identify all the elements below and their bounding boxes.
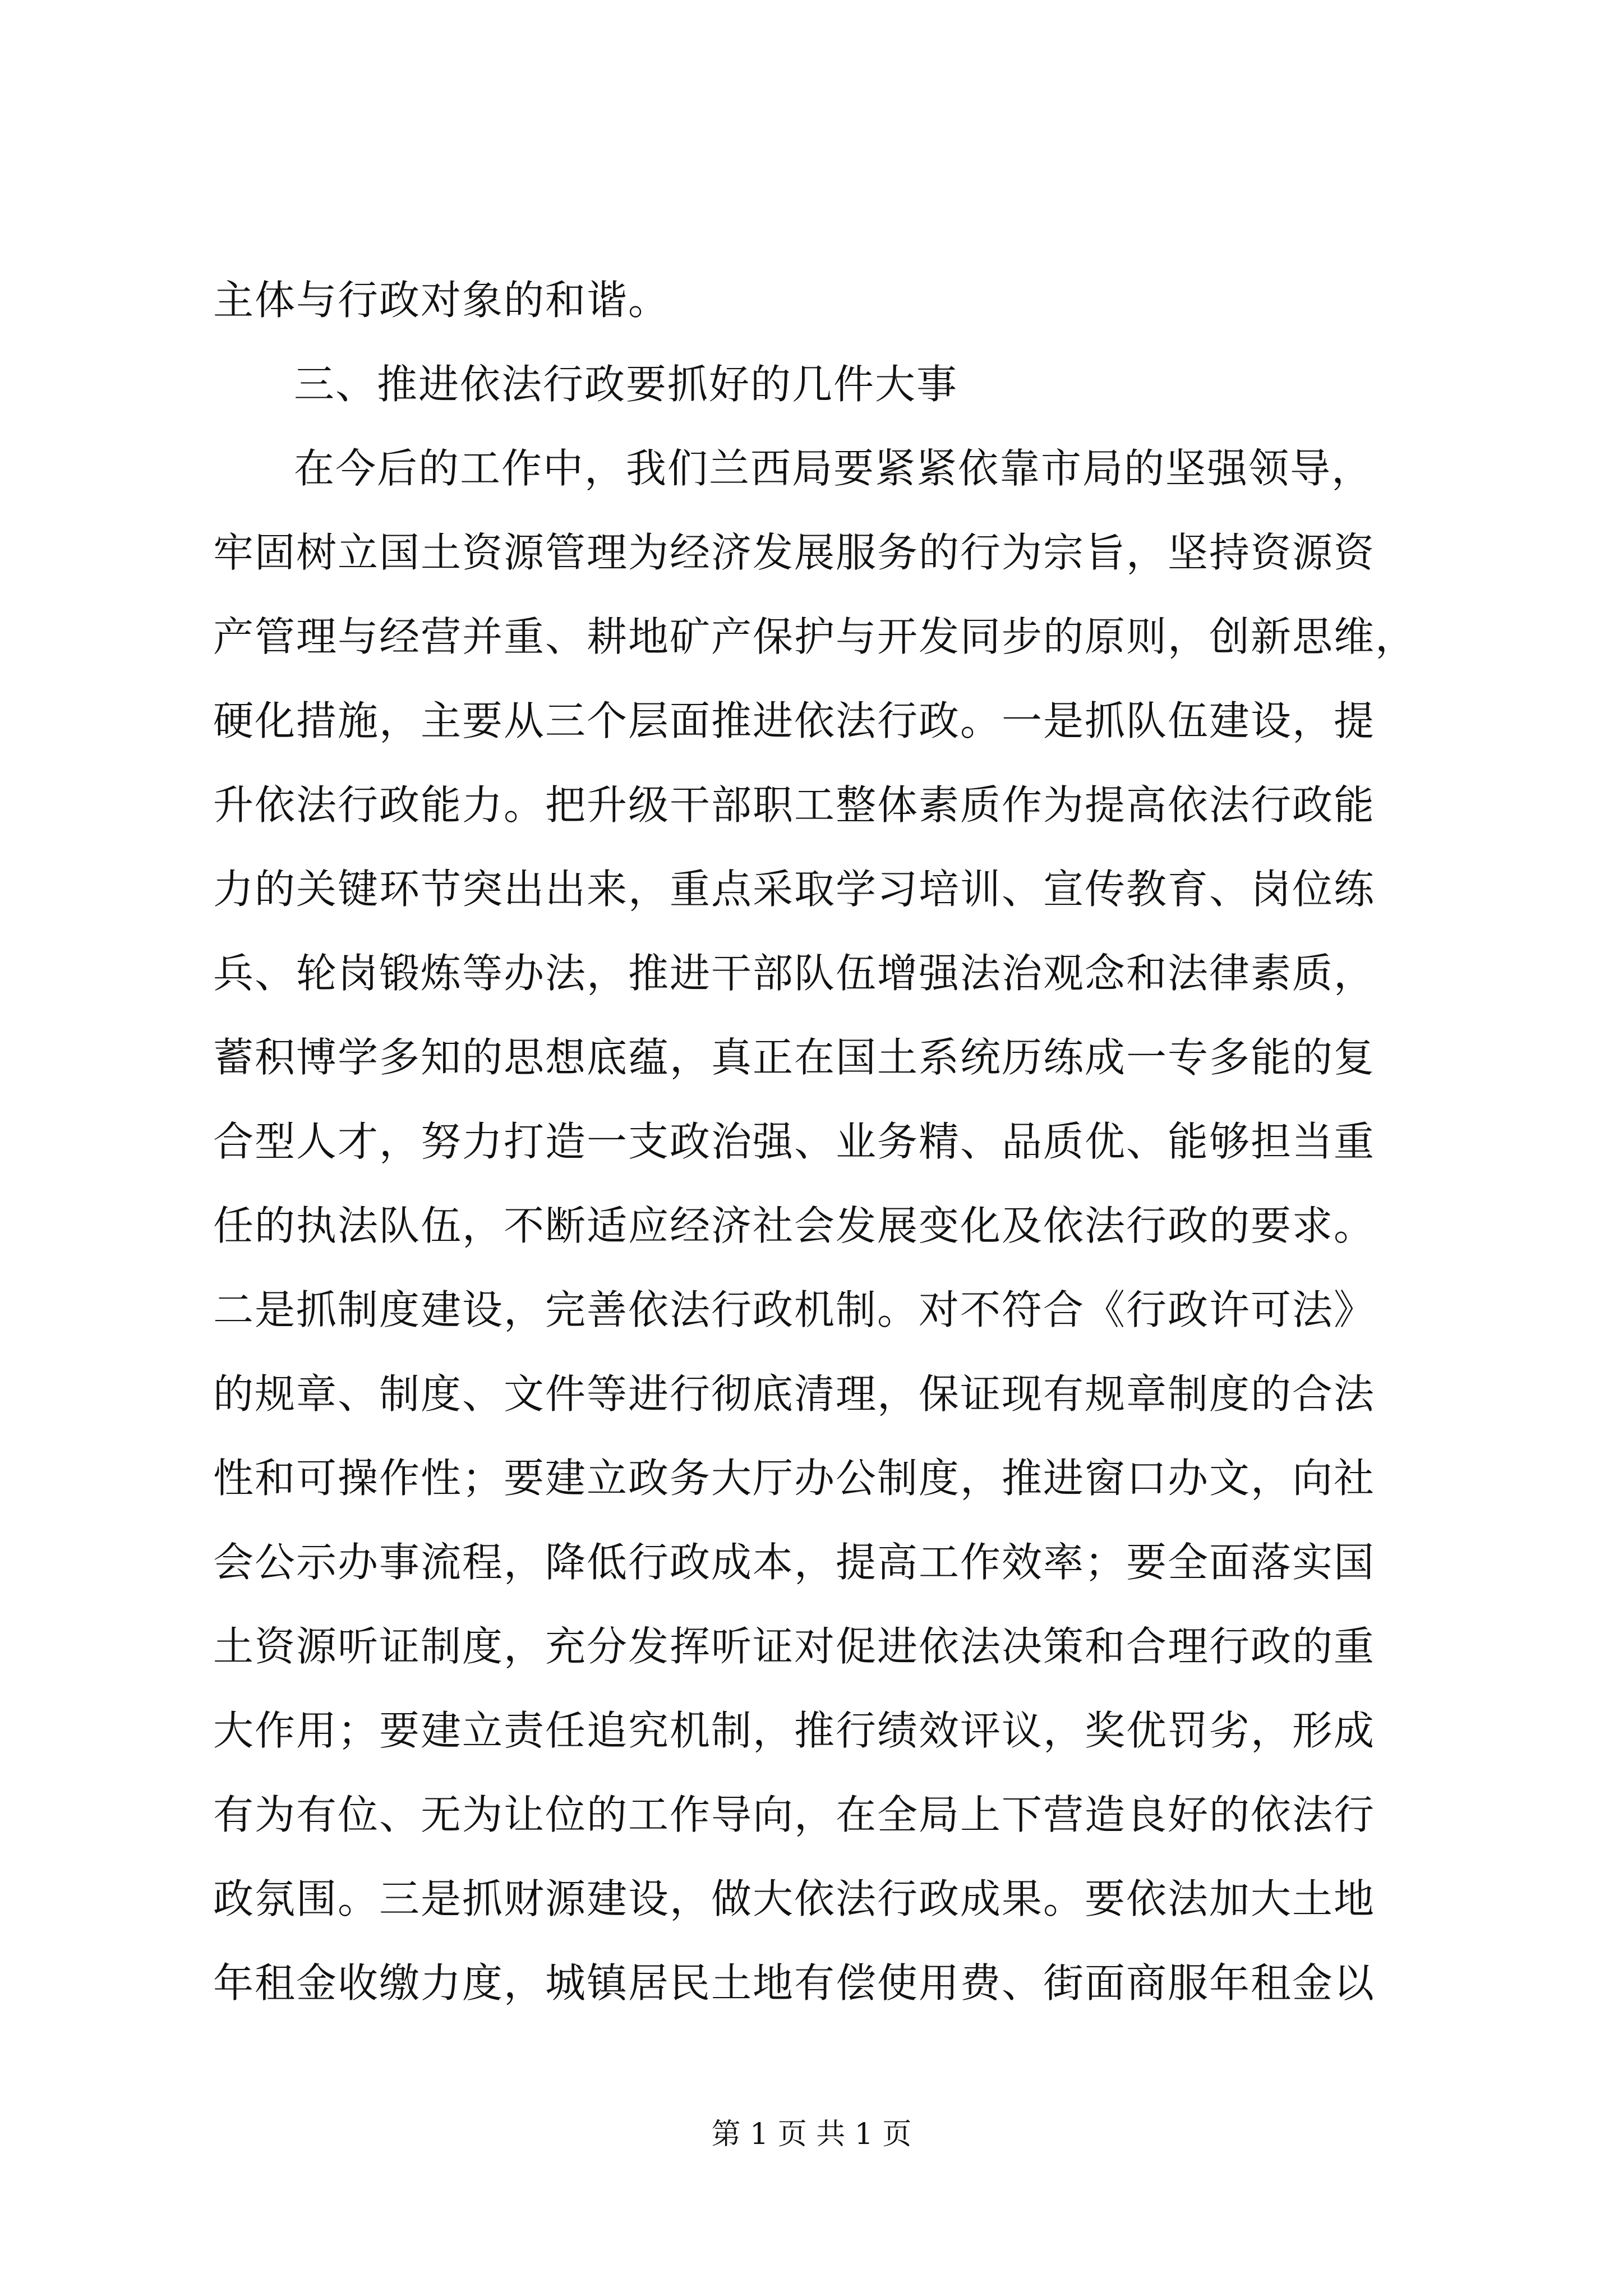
text-line: 有为有位、无为让位的工作导向，在全局上下营造良好的依法行 (213, 1791, 1376, 1838)
text-line: 二是抓制度建设，完善依法行政机制。对不符合《行政许可法》 (213, 1286, 1376, 1333)
text-line: 年租金收缴力度，城镇居民土地有偿使用费、街面商服年租金以 (213, 1959, 1376, 2007)
text-line: 的规章、制度、文件等进行彻底清理，保证现有规章制度的合法 (213, 1370, 1376, 1418)
text-line: 蓄积博学多知的思想底蕴，真正在国土系统历练成一专多能的复 (213, 1034, 1376, 1081)
text-line: 大作用；要建立责任追究机制，推行绩效评议，奖优罚劣，形成 (213, 1707, 1376, 1754)
text-line: 产管理与经营并重、耕地矿产保护与开发同步的原则，创新思维， (213, 613, 1417, 660)
text-line: 会公示办事流程，降低行政成本，提高工作效率；要全面落实国 (213, 1539, 1376, 1586)
text-line: 政氛围。三是抓财源建设，做大依法行政成果。要依法加大土地 (213, 1875, 1376, 1922)
text-line: 硬化措施，主要从三个层面推进依法行政。一是抓队伍建设，提 (213, 697, 1376, 744)
text-line: 兵、轮岗锻炼等办法，推进干部队伍增强法治观念和法律素质， (213, 950, 1376, 997)
text-line: 主体与行政对象的和谐。 (213, 277, 670, 324)
page-footer: 第 1 页 共 1 页 (711, 2118, 912, 2151)
text-line: 牢固树立国土资源管理为经济发展服务的行为宗旨，坚持资源资 (213, 529, 1376, 576)
text-line: 升依法行政能力。把升级干部职工整体素质作为提高依法行政能 (213, 781, 1376, 829)
text-line: 任的执法队伍，不断适应经济社会发展变化及依法行政的要求。 (213, 1202, 1376, 1249)
text-line: 性和可操作性；要建立政务大厅办公制度，推进窗口办文，向社 (213, 1455, 1376, 1502)
text-line: 合型人才，努力打造一支政治强、业务精、品质优、能够担当重 (213, 1118, 1376, 1165)
text-line: 土资源听证制度，充分发挥听证对促进依法决策和合理行政的重 (213, 1623, 1376, 1670)
text-line: 力的关键环节突出出来，重点采取学习培训、宣传教育、岗位练 (213, 866, 1376, 913)
document-body (213, 258, 1424, 2025)
text-line: 在今后的工作中，我们兰西局要紧紧依靠市局的坚强领导， (294, 445, 1373, 492)
section-heading: 三、推进依法行政要抓好的几件大事 (294, 361, 958, 408)
